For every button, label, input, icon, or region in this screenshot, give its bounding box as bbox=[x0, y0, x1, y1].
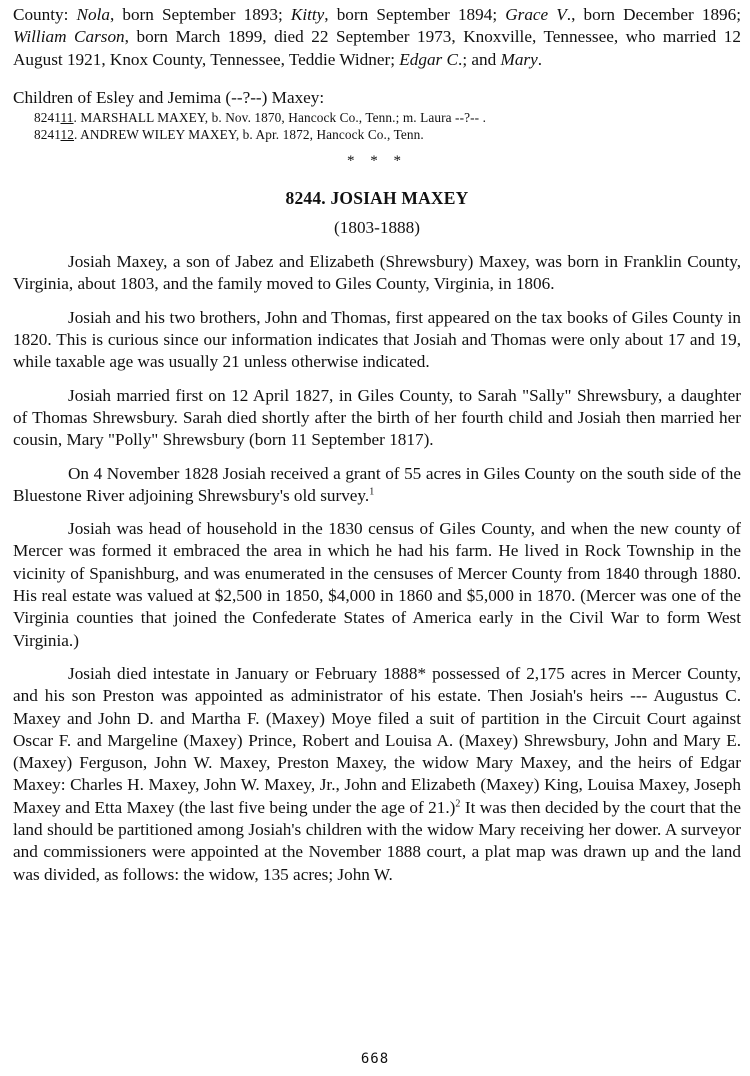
entry-number-suffix: 11 bbox=[60, 110, 74, 126]
entry-number: 8241 bbox=[34, 110, 61, 126]
child-name-william: William Carson bbox=[13, 27, 125, 47]
child-name-edgar: Edgar C bbox=[399, 49, 459, 69]
child-entry bbox=[34, 109, 741, 126]
section-heading: 8244. JOSIAH MAXEY bbox=[285, 188, 469, 209]
body-paragraph-1: Josiah Maxey, a son of Jabez and Elizabeth (Shrewsbury) Maxey, was born in Franklin County, Virginia, about 1803, and the family moved to Giles County, Virginia, in 1806. bbox=[13, 252, 741, 294]
intro-text: , born March 1899, died 22 September 1973, Knoxville, Tennessee, who married 12 August 1921, Knox County, Tennessee, Teddie Widner; bbox=[13, 27, 741, 69]
section-separator: * * * bbox=[347, 153, 407, 170]
document-page bbox=[13, 4, 741, 886]
entry-text: . MARSHALL MAXEY, b. Nov. 1870, Hancock Co., Tenn.; m. Laura --?-- . bbox=[73, 110, 487, 126]
body-paragraph-5: Josiah was head of household in the 1830 census of Giles County, and when the new county of Mercer was formed it embraced the area in which he had his farm. He lived in Rock Township in the vicinity of Spanishburg, and was enumerated in the censuses of Mercer County from 1840 through 1880. His real estate was valued at $2,500 in 1850, $4,000 in 1860 and $5,000 in 1870. (Mercer was one of the Virginia counties that joined the Confederate States of America early in the Civil War to form West Virginia.) bbox=[13, 519, 741, 650]
intro-text: . bbox=[537, 49, 543, 69]
intro-paragraph bbox=[13, 4, 741, 71]
body-paragraph-3: Josiah married first on 12 April 1827, in Giles County, to Sarah "Sally" Shrewsbury, a daughter of Thomas Shrewsbury. Sarah died shortly after the birth of her fourth child and Josiah then married her cousin, Mary "Polly" Shrewsbury (born 11 September 1817). bbox=[13, 385, 741, 450]
entry-number: 8241 bbox=[34, 127, 61, 143]
paragraph-text: It was then decided by the court that the land should be partitioned among Josiah's children with the widow Mary receiving her dower. A surveyor and commissioners were appointed at the November 1888 court, a plat map was drawn up and the land was divided, as follows: the widow, 135 acres; John W. bbox=[13, 797, 741, 884]
intro-text: ., born December 1896; bbox=[566, 5, 742, 24]
intro-text: County: bbox=[13, 5, 77, 24]
body-paragraph-6 bbox=[13, 663, 741, 886]
child-name-grace: Grace V bbox=[505, 5, 567, 24]
child-name-mary: Mary bbox=[500, 49, 538, 69]
intro-text: , born September 1894; bbox=[324, 5, 506, 24]
body-paragraph-2: Josiah and his two brothers, John and Thomas, first appeared on the tax books of Giles County in 1820. This is curious since our information indicates that Josiah and Thomas were only about 17 and 19, while taxable age was usually 21 unless otherwise indicated. bbox=[13, 307, 741, 372]
entry-text: . ANDREW WILEY MAXEY, b. Apr. 1872, Hancock Co., Tenn. bbox=[74, 127, 424, 143]
child-entry bbox=[34, 126, 741, 143]
intro-text: , born September 1893; bbox=[109, 5, 291, 24]
child-name-nola: Nola bbox=[76, 5, 110, 24]
footnote-marker: 2 bbox=[455, 797, 461, 809]
children-heading: Children of Esley and Jemima (--?--) Maxey: bbox=[13, 87, 325, 107]
page-number: 668 bbox=[360, 1051, 390, 1067]
child-name-kitty: Kitty bbox=[290, 5, 325, 24]
paragraph-text: On 4 November 1828 Josiah received a grant of 55 acres in Giles County on the south side of the Bluestone River adjoining Shrewsbury's old survey. bbox=[13, 463, 741, 505]
body-paragraph-4 bbox=[13, 463, 741, 508]
intro-text: .; and bbox=[458, 49, 501, 69]
footnote-marker: 1 bbox=[369, 486, 375, 498]
entry-number-suffix: 12 bbox=[60, 127, 75, 143]
section-dates: (1803-1888) bbox=[334, 218, 420, 238]
paragraph-text: Josiah died intestate in January or February 1888* possessed of 2,175 acres in Mercer County, and his son Preston was appointed as administrator of his estate. Then Josiah's heirs --- Augustus C. Maxey and John D. and Martha F. (Maxey) Moye filed a suit of partition in the Circuit Court against Oscar F. and Margeline (Maxey) Prince, Robert and Louisa A. (Maxey) Shrewsbury, John and Mary E. (Maxey) Ferguson, John W. Maxey, Preston Maxey, the widow Mary Maxey, and the heirs of Edgar Maxey: Charles H. Maxey, John W. Maxey, Jr., John and Elizabeth (Maxey) King, Louisa Maxey, Joseph Maxey and Etta Maxey (the last five being under the age of 21.) bbox=[13, 663, 741, 817]
